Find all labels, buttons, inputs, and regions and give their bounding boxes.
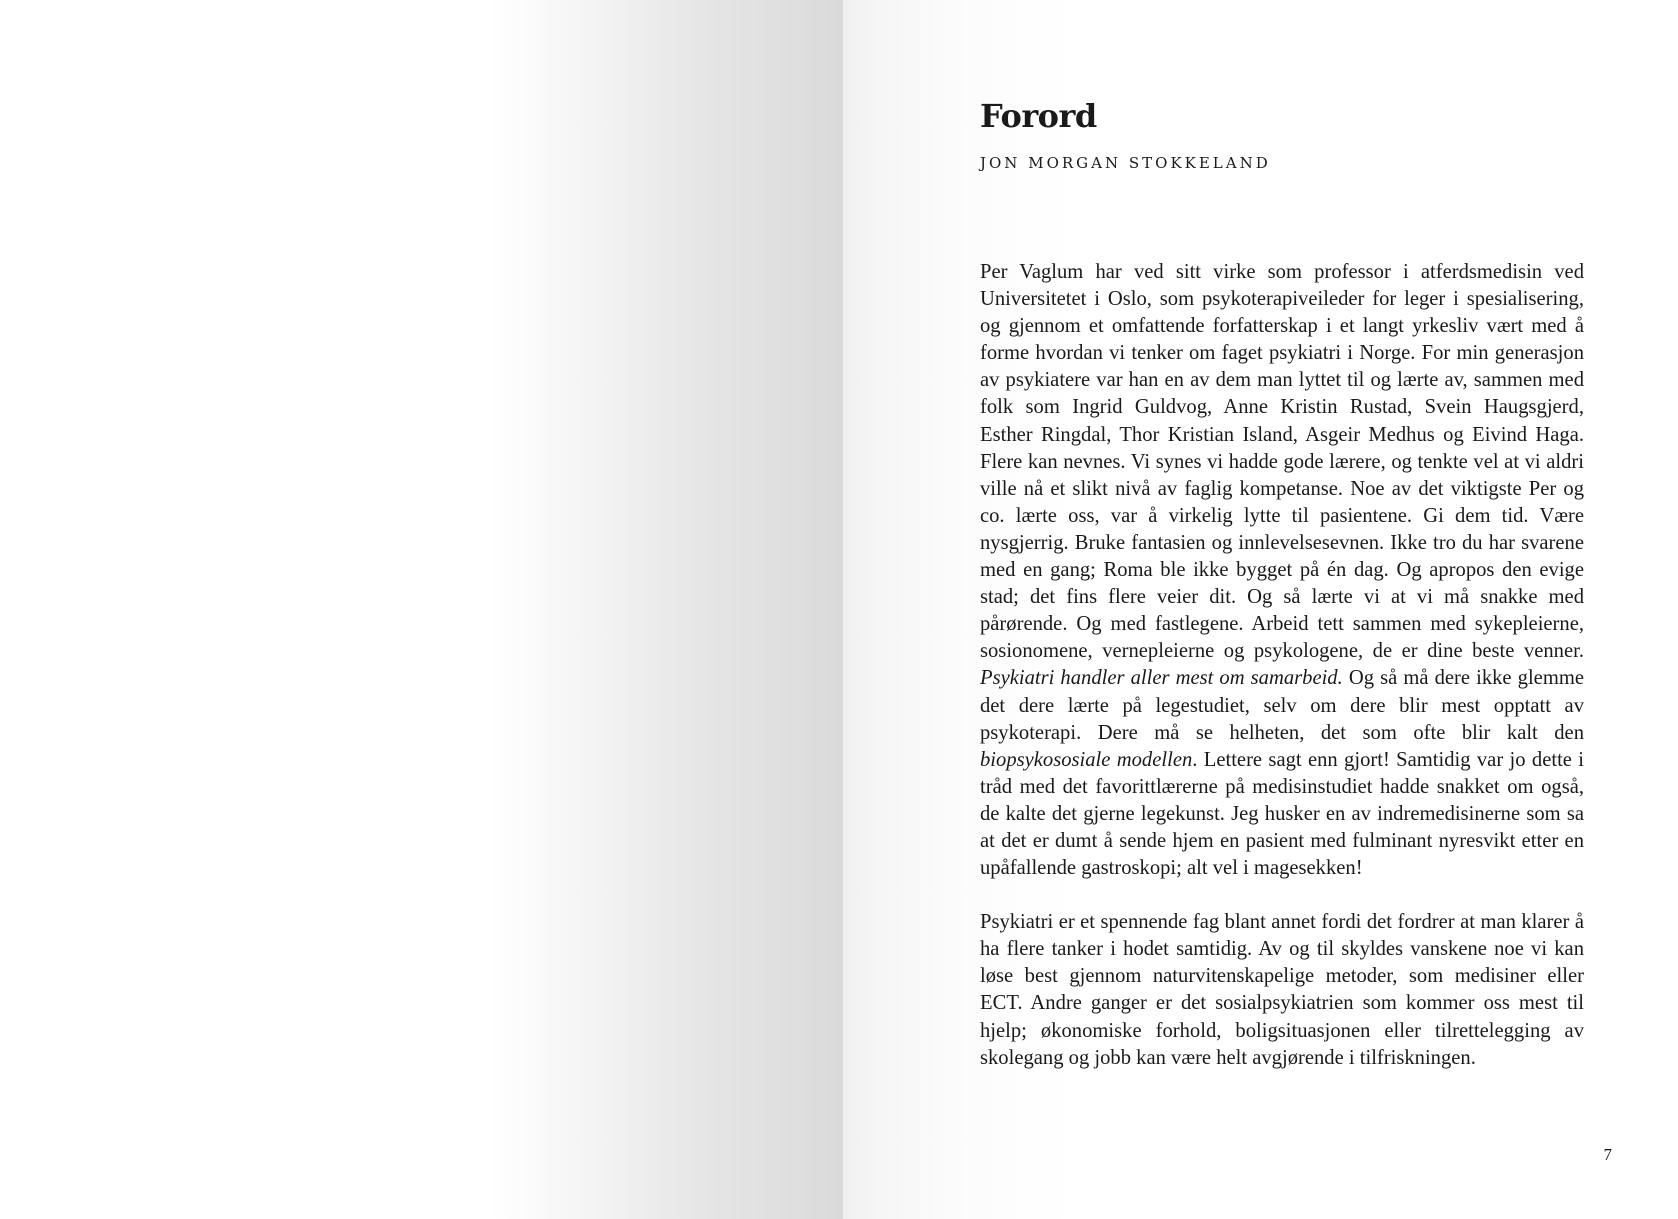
italic-text-segment: Psykiatri handler aller mest om samarbeid.	[980, 667, 1343, 690]
text-segment: Og så må dere ikke glemme det dere lærte på legestudiet, selv om dere blir mest opptatt av psykoterapi. Dere må se helheten, det som ofte blir kalt den	[980, 667, 1584, 744]
paragraph	[980, 909, 1584, 1072]
page-number: 7	[1603, 1145, 1612, 1164]
body-text	[980, 259, 1584, 1072]
text-segment: . Lettere sagt enn gjort! Samtidig var jo dette i tråd med det favorittlærerne på medisinstudiet hadde snakket om også, de kalte det gjerne legekunst. Jeg husker en av indremedisinerne som sa at det er dumt å sende hjem en pasient med fulminant nyresvikt etter en upåfallende gastroskopi; alt vel i magesekken!	[980, 748, 1585, 880]
page-content	[980, 90, 1584, 1072]
chapter-title: Forord	[980, 97, 1097, 135]
text-segment: Per Vaglum har ved sitt virke som professor i atferdsmedisin ved Universitetet i Oslo, som psykoterapiveileder for leger i spesialisering, og gjennom et omfattende forfatterskap i et langt yrkesliv vært med å forme hvordan vi tenker om faget psykiatri i Norge. For min generasjon av psykiatere var han en av dem man lyttet til og lærte av, sammen med folk som Ingrid Guldvog, Anne Kristin Rustad, Svein Haugsgjerd, Esther Ringdal, Thor Kristian Island, Asgeir Medhus og Eivind Haga. Flere kan nevnes. Vi synes vi hadde gode lærere, og tenkte vel at vi aldri ville nå et slikt nivå av faglig kompetanse. Noe av det viktigste Per og co. lærte oss, var å virkelig lytte til pasientene. Gi dem tid. Være nysgjerrig. Bruke fantasien og innlevelsesevnen. Ikke tro du har svarene med en gang; Roma ble ikke bygget på én dag. Og apropos den evige stad; det fins flere veier dit. Og så lærte vi at vi må snakke med pårørende. Og med fastlegene. Arbeid tett sammen med sykepleierne, sosionomene, vernepleierne og psykologene, de er dine beste venner.	[980, 261, 1584, 663]
chapter-author: JON MORGAN STOKKELAND	[980, 154, 1271, 172]
paragraph	[980, 259, 1584, 882]
italic-text-segment: biopsykososiale modellen	[980, 748, 1193, 771]
text-segment: Psykiatri er et spennende fag blant annet fordi det fordrer at man klarer å ha flere tanker i hodet samtidig. Av og til skyldes vanskene noe vi kan løse best gjennom naturvitenskapelige metoder, som medisiner eller ECT. Andre ganger er det sosialpsykiatrien som kommer oss mest til hjelp; økonomiske forhold, boligsituasjonen eller tilrettelegging av skolegang og jobb kan være helt avgjørende i tilfriskningen.	[980, 911, 1584, 1069]
